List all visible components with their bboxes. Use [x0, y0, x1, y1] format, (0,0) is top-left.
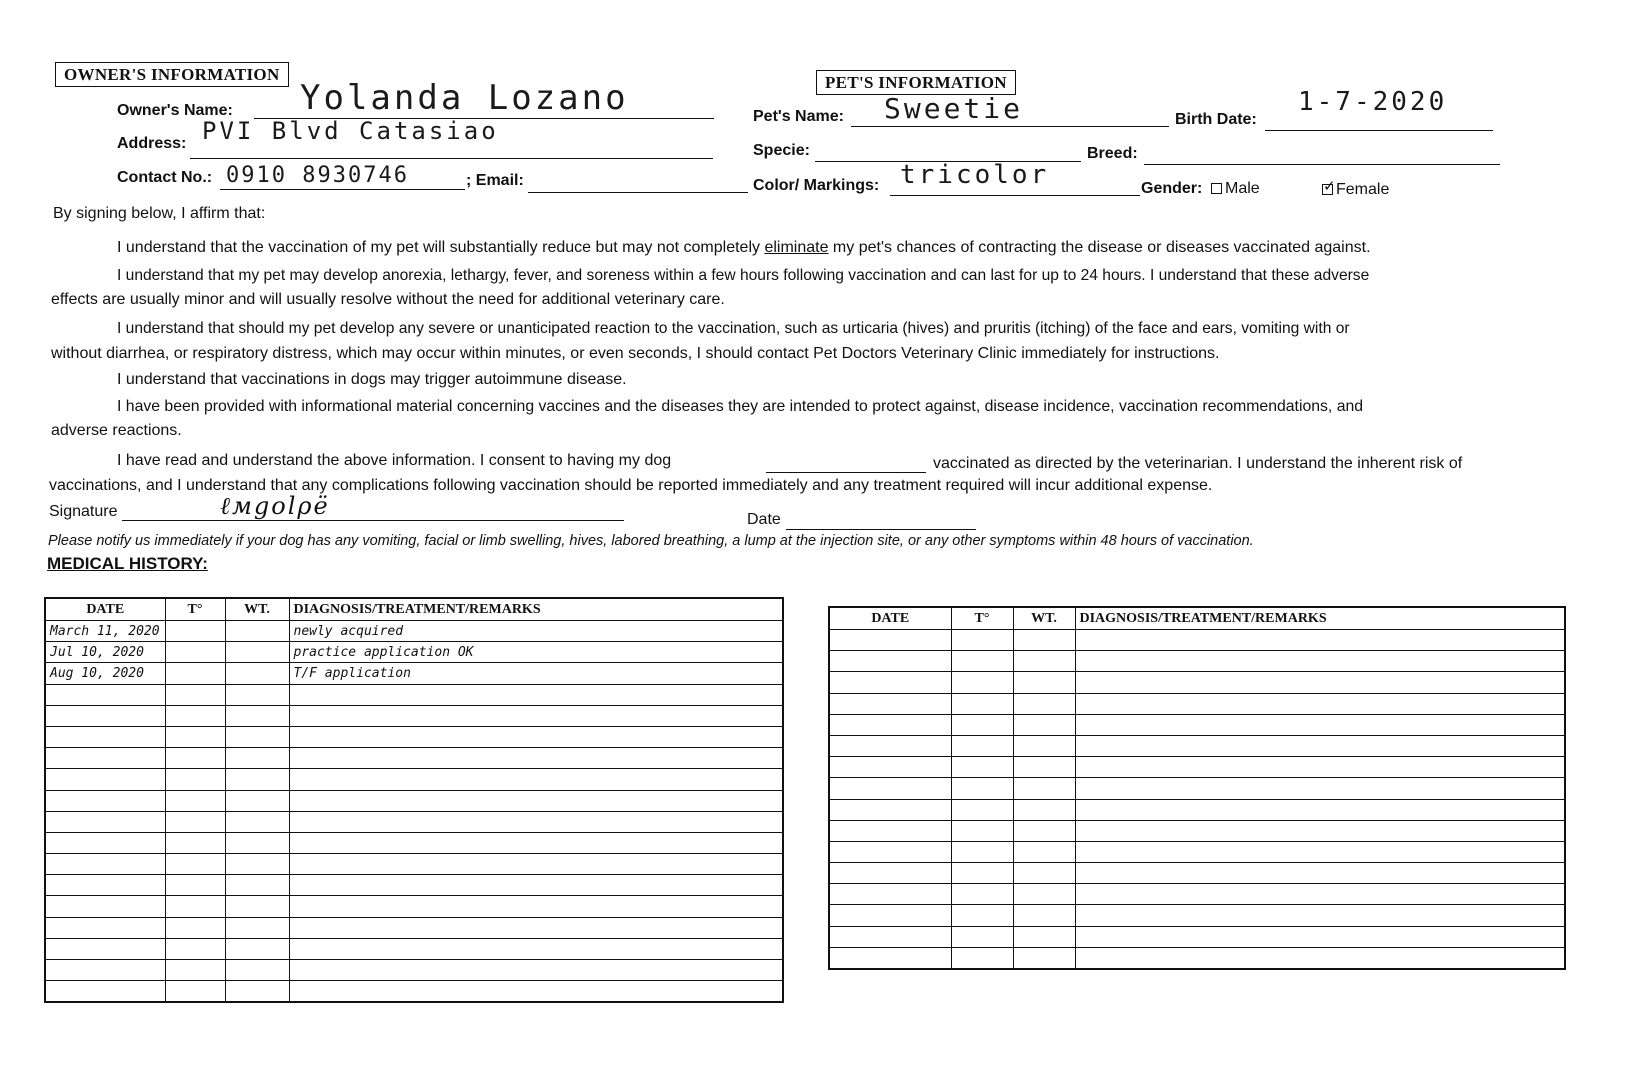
table-row	[829, 863, 1565, 884]
cell-remarks[interactable]	[1075, 841, 1565, 862]
cell-date[interactable]	[45, 981, 165, 1003]
table-row	[45, 642, 783, 663]
consent-paragraph-2a: I understand that my pet may develop anorexia, lethargy, fever, and soreness within a few hours following vaccination and can last for up to 24 hours. I understand that these adverse	[117, 267, 1370, 284]
cell-wt[interactable]	[225, 811, 289, 832]
cell-date[interactable]	[45, 705, 165, 726]
consent-paragraph-6b: vaccinations, and I understand that any complications following vaccination should be reported immediately and any treatment required will incur additional expense.	[49, 477, 1213, 494]
cell-wt[interactable]	[1013, 778, 1075, 799]
cell-temp[interactable]	[165, 896, 225, 917]
cell-wt[interactable]	[1013, 841, 1075, 862]
cell-wt[interactable]	[225, 663, 289, 684]
cell-wt[interactable]	[225, 896, 289, 917]
medical-history-table-left	[44, 597, 784, 1003]
cell-wt[interactable]	[1013, 651, 1075, 672]
cell-remarks[interactable]	[1075, 714, 1565, 735]
owner-section-title: OWNER'S INFORMATION	[55, 62, 289, 87]
cell-remarks[interactable]	[1075, 672, 1565, 693]
cell-remarks[interactable]	[1075, 820, 1565, 841]
cell-temp[interactable]	[951, 926, 1013, 947]
cell-remarks[interactable]	[289, 981, 783, 1003]
birth-date-line[interactable]	[1265, 130, 1493, 131]
table-header-row	[45, 598, 783, 621]
col-date: DATE	[45, 598, 165, 621]
table-row	[45, 896, 783, 917]
table-row	[45, 938, 783, 959]
cell-remarks[interactable]	[289, 896, 783, 917]
table-row	[45, 981, 783, 1003]
color-markings-line[interactable]	[890, 195, 1140, 196]
email-line[interactable]	[528, 192, 748, 193]
col-temp: T°	[951, 607, 1013, 630]
table-row	[829, 714, 1565, 735]
cell-date[interactable]: March 11, 2020	[45, 621, 165, 642]
cell-wt[interactable]	[225, 875, 289, 896]
col-weight: WT.	[225, 598, 289, 621]
cell-temp[interactable]	[165, 938, 225, 959]
cell-remarks[interactable]	[289, 769, 783, 790]
cell-date[interactable]	[829, 947, 951, 969]
cell-temp[interactable]	[165, 790, 225, 811]
cell-remarks[interactable]	[289, 875, 783, 896]
cell-temp[interactable]	[165, 769, 225, 790]
cell-wt[interactable]	[225, 726, 289, 747]
cell-date[interactable]	[829, 905, 951, 926]
signature-mark: ℓмgolρё	[220, 492, 330, 520]
cell-date[interactable]	[829, 884, 951, 905]
table-row	[45, 960, 783, 981]
cell-temp[interactable]	[951, 841, 1013, 862]
cell-wt[interactable]	[225, 960, 289, 981]
cell-wt[interactable]	[1013, 799, 1075, 820]
signature-label: Signature	[49, 503, 118, 520]
cell-date[interactable]	[829, 863, 951, 884]
owner-name-value: Yolanda Lozano	[300, 78, 629, 118]
cell-temp[interactable]	[165, 726, 225, 747]
medical-history-title: MEDICAL HISTORY:	[47, 554, 208, 573]
p1-text-eliminate: eliminate	[764, 239, 829, 256]
signature-line[interactable]	[122, 520, 624, 521]
gender-label	[1141, 180, 1202, 198]
cell-wt[interactable]	[1013, 926, 1075, 947]
consent-paragraph-2b: effects are usually minor and will usually resolve without the need for additional veterinary care.	[51, 291, 725, 308]
gender-label-text: Gender:	[1141, 180, 1203, 197]
cell-remarks[interactable]	[1075, 778, 1565, 799]
pet-name-value: Sweetie	[884, 92, 1024, 125]
cell-remarks[interactable]	[289, 748, 783, 769]
cell-date[interactable]	[829, 735, 951, 756]
cell-remarks[interactable]	[289, 938, 783, 959]
notice-text: Please notify us immediately if your dog has any vomiting, facial or limb swelling, hives, labored breathing, a lump at the injection site, or any other symptoms within 48 hours of vaccination.	[48, 533, 1254, 549]
cell-date[interactable]	[45, 875, 165, 896]
cell-temp[interactable]	[951, 778, 1013, 799]
contact-label: Contact No.:	[117, 169, 213, 186]
color-markings-label: Color/ Markings:	[753, 177, 880, 194]
cell-date[interactable]	[829, 926, 951, 947]
cell-date[interactable]	[829, 630, 951, 651]
owner-name-label: Owner's Name:	[117, 102, 233, 119]
cell-remarks[interactable]	[1075, 926, 1565, 947]
birth-date-value: 1-7-2020	[1298, 87, 1448, 117]
cell-temp[interactable]	[165, 875, 225, 896]
cell-temp[interactable]	[165, 917, 225, 938]
cell-remarks[interactable]	[289, 960, 783, 981]
consent-paragraph-5a: I have been provided with informational material concerning vaccines and the diseases they are intended to protect against, disease incidence, vaccination recommendations, and	[117, 398, 1364, 415]
col-remarks: DIAGNOSIS/TREATMENT/REMARKS	[289, 598, 783, 621]
cell-wt[interactable]	[225, 769, 289, 790]
pet-name-line[interactable]	[851, 126, 1169, 127]
address-line[interactable]	[190, 158, 713, 159]
cell-wt[interactable]	[225, 832, 289, 853]
cell-date[interactable]	[45, 684, 165, 705]
cell-remarks[interactable]	[1075, 735, 1565, 756]
gender-male-option[interactable]	[1211, 180, 1260, 198]
email-label: ; Email:	[466, 172, 524, 189]
cell-remarks[interactable]	[1075, 651, 1565, 672]
cell-remarks[interactable]	[1075, 799, 1565, 820]
cell-remarks[interactable]	[289, 917, 783, 938]
cell-remarks[interactable]	[289, 832, 783, 853]
table-row	[45, 790, 783, 811]
table-row	[829, 693, 1565, 714]
cell-date[interactable]	[829, 714, 951, 735]
col-weight: WT.	[1013, 607, 1075, 630]
cell-remarks[interactable]	[289, 705, 783, 726]
pet-section-title: PET'S INFORMATION	[816, 70, 1016, 95]
table-row	[829, 926, 1565, 947]
consent-paragraph-3a: I understand that should my pet develop any severe or unanticipated reaction to the vaccination, such as urticaria (hives) and pruritis (itching) of the face and ears, vomiting with or	[117, 320, 1350, 337]
cell-remarks[interactable]	[1075, 884, 1565, 905]
cell-temp[interactable]	[165, 832, 225, 853]
table-row	[829, 841, 1565, 862]
cell-temp[interactable]	[165, 981, 225, 1003]
pet-name-label: Pet's Name:	[753, 108, 844, 125]
cell-temp[interactable]	[165, 684, 225, 705]
cell-date[interactable]	[829, 778, 951, 799]
cell-date[interactable]: Aug 10, 2020	[45, 663, 165, 684]
cell-temp[interactable]	[165, 705, 225, 726]
cell-temp[interactable]	[951, 863, 1013, 884]
cell-temp[interactable]	[951, 651, 1013, 672]
table-row	[829, 778, 1565, 799]
cell-temp[interactable]	[165, 960, 225, 981]
cell-date[interactable]	[829, 799, 951, 820]
col-date: DATE	[829, 607, 951, 630]
checkmark-icon: ✓	[1323, 177, 1336, 196]
contact-line[interactable]	[220, 189, 465, 190]
table-row	[45, 684, 783, 705]
table-row	[45, 769, 783, 790]
cell-date[interactable]	[45, 769, 165, 790]
cell-date[interactable]	[45, 960, 165, 981]
consent-paragraph-5b: adverse reactions.	[51, 422, 182, 439]
table-row	[45, 748, 783, 769]
p1-text-a: I understand that the vaccination of my pet will substantially reduce but may not completely	[117, 239, 765, 256]
cell-date[interactable]	[45, 832, 165, 853]
cell-wt[interactable]	[1013, 672, 1075, 693]
cell-date[interactable]	[45, 726, 165, 747]
cell-remarks[interactable]	[289, 854, 783, 875]
cell-date[interactable]	[45, 790, 165, 811]
table-row	[45, 917, 783, 938]
table-row	[829, 735, 1565, 756]
breed-line[interactable]	[1144, 164, 1500, 165]
cell-wt[interactable]	[225, 981, 289, 1003]
cell-remarks[interactable]: T/F application	[289, 663, 783, 684]
cell-temp[interactable]	[951, 672, 1013, 693]
cell-temp[interactable]	[165, 642, 225, 663]
date-label: Date	[747, 511, 781, 528]
cell-remarks[interactable]	[289, 811, 783, 832]
cell-wt[interactable]	[1013, 905, 1075, 926]
cell-temp[interactable]	[951, 947, 1013, 969]
consent-paragraph-6a	[117, 447, 671, 474]
cell-remarks[interactable]	[1075, 905, 1565, 926]
female-checkbox[interactable]	[1322, 177, 1336, 196]
cell-wt[interactable]	[1013, 947, 1075, 969]
address-label: Address:	[117, 135, 187, 152]
cell-date[interactable]	[45, 917, 165, 938]
cell-date[interactable]	[45, 896, 165, 917]
cell-wt[interactable]	[1013, 884, 1075, 905]
cell-date[interactable]	[829, 693, 951, 714]
cell-date[interactable]	[829, 757, 951, 778]
cell-wt[interactable]	[1013, 735, 1075, 756]
color-markings-value: tricolor	[900, 160, 1050, 190]
table-row	[829, 947, 1565, 969]
cell-wt[interactable]	[225, 621, 289, 642]
cell-temp[interactable]	[951, 735, 1013, 756]
cell-wt[interactable]	[225, 642, 289, 663]
cell-temp[interactable]	[165, 854, 225, 875]
medical-history-table-right	[828, 606, 1566, 970]
cell-temp[interactable]	[951, 693, 1013, 714]
cell-wt[interactable]	[225, 854, 289, 875]
cell-date[interactable]	[45, 748, 165, 769]
consent-paragraph-3b: without diarrhea, or respiratory distress, which may occur within minutes, or even seconds, I should contact Pet Doctors Veterinary Clinic immediately for instructions.	[51, 345, 1220, 362]
birth-date-label: Birth Date:	[1175, 111, 1257, 128]
cell-temp[interactable]	[165, 811, 225, 832]
cell-remarks[interactable]: newly acquired	[289, 621, 783, 642]
cell-temp[interactable]	[165, 748, 225, 769]
cell-wt[interactable]	[225, 705, 289, 726]
cell-remarks[interactable]	[289, 790, 783, 811]
p1-text-c: my pet's chances of contracting the disease or diseases vaccinated against.	[828, 239, 1371, 256]
cell-date[interactable]	[45, 854, 165, 875]
cell-temp[interactable]	[951, 757, 1013, 778]
cell-wt[interactable]	[225, 684, 289, 705]
table-row	[45, 832, 783, 853]
cell-remarks[interactable]	[1075, 863, 1565, 884]
cell-wt[interactable]	[1013, 630, 1075, 651]
p6-text-b: vaccinated as directed by the veterinarian. I understand the inherent risk of	[933, 455, 1463, 472]
cell-wt[interactable]	[1013, 757, 1075, 778]
cell-remarks[interactable]: practice application OK	[289, 642, 783, 663]
cell-wt[interactable]	[225, 790, 289, 811]
consent-paragraph-4: I understand that vaccinations in dogs may trigger autoimmune disease.	[117, 371, 627, 388]
cell-remarks[interactable]	[289, 726, 783, 747]
cell-date[interactable]	[829, 841, 951, 862]
cell-temp[interactable]	[951, 630, 1013, 651]
col-remarks: DIAGNOSIS/TREATMENT/REMARKS	[1075, 607, 1565, 630]
cell-date[interactable]	[45, 938, 165, 959]
cell-date[interactable]	[829, 651, 951, 672]
cell-date[interactable]	[829, 820, 951, 841]
table-row	[829, 820, 1565, 841]
cell-remarks[interactable]	[1075, 693, 1565, 714]
specie-label: Specie:	[753, 142, 810, 159]
cell-wt[interactable]	[225, 748, 289, 769]
cell-wt[interactable]	[1013, 714, 1075, 735]
table-row	[829, 905, 1565, 926]
cell-remarks[interactable]	[289, 684, 783, 705]
table-row	[829, 757, 1565, 778]
cell-remarks[interactable]	[1075, 947, 1565, 969]
contact-value: 0910 8930746	[226, 163, 409, 188]
cell-date[interactable]: Jul 10, 2020	[45, 642, 165, 663]
cell-wt[interactable]	[225, 917, 289, 938]
male-checkbox[interactable]	[1211, 183, 1222, 194]
table-row	[45, 875, 783, 896]
table-row	[829, 799, 1565, 820]
cell-wt[interactable]	[225, 938, 289, 959]
table-row	[829, 884, 1565, 905]
female-label: Female	[1336, 181, 1390, 198]
cell-wt[interactable]	[1013, 820, 1075, 841]
consent-intro: By signing below, I affirm that:	[53, 205, 266, 222]
cell-remarks[interactable]	[1075, 630, 1565, 651]
table-row	[45, 621, 783, 642]
table-row	[829, 672, 1565, 693]
col-temp: T°	[165, 598, 225, 621]
cell-temp[interactable]	[165, 621, 225, 642]
cell-wt[interactable]	[1013, 693, 1075, 714]
cell-temp[interactable]	[951, 799, 1013, 820]
table-row	[45, 854, 783, 875]
p6-text-a: I have read and understand the above information. I consent to having my dog	[117, 452, 672, 469]
consent-paragraph-1	[117, 234, 1371, 261]
male-label: Male	[1225, 180, 1260, 197]
cell-temp[interactable]	[951, 820, 1013, 841]
cell-wt[interactable]	[1013, 863, 1075, 884]
cell-temp[interactable]	[951, 714, 1013, 735]
gender-female-option[interactable]	[1322, 177, 1390, 199]
table-row	[45, 663, 783, 684]
breed-label: Breed:	[1087, 145, 1138, 162]
cell-temp[interactable]	[951, 884, 1013, 905]
table-row	[45, 705, 783, 726]
table-row	[829, 630, 1565, 651]
table-row	[45, 811, 783, 832]
table-header-row	[829, 607, 1565, 630]
cell-remarks[interactable]	[1075, 757, 1565, 778]
cell-temp[interactable]	[165, 663, 225, 684]
cell-temp[interactable]	[951, 905, 1013, 926]
address-value: PVI Blvd Catasiao	[202, 117, 499, 145]
table-row	[45, 726, 783, 747]
cell-date[interactable]	[829, 672, 951, 693]
cell-date[interactable]	[45, 811, 165, 832]
table-row	[829, 651, 1565, 672]
